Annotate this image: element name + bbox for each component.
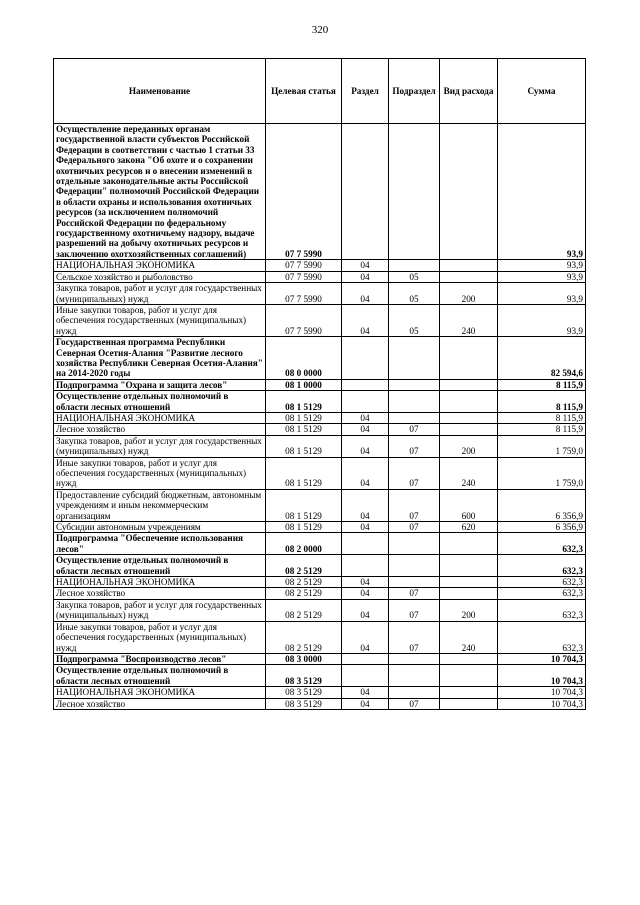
row-article: 08 3 0000 <box>266 653 342 664</box>
row-section: 04 <box>342 588 389 599</box>
row-subsection <box>389 687 440 698</box>
table-row <box>54 124 586 260</box>
row-name: Предоставление субсидий бюджетным, автономным учреждениям и иным некоммерческим организациям <box>54 489 266 521</box>
row-sum: 8 115,9 <box>498 424 586 435</box>
row-sum: 10 704,3 <box>498 687 586 698</box>
row-article: 08 1 5129 <box>266 424 342 435</box>
table-row <box>54 588 586 599</box>
row-section: 04 <box>342 283 389 305</box>
row-section: 04 <box>342 489 389 521</box>
row-subsection <box>389 337 440 380</box>
row-expense-type: 200 <box>440 435 498 457</box>
row-name: Закупка товаров, работ и услуг для государственных (муниципальных) нужд <box>54 599 266 621</box>
row-article: 08 2 0000 <box>266 533 342 555</box>
table-row <box>54 260 586 271</box>
row-name: Лесное хозяйство <box>54 698 266 709</box>
table-row <box>54 412 586 423</box>
row-section <box>342 391 389 413</box>
row-subsection <box>389 577 440 588</box>
row-expense-type: 200 <box>440 599 498 621</box>
table-header-row <box>54 59 586 124</box>
row-subsection: 07 <box>389 457 440 489</box>
row-section <box>342 533 389 555</box>
row-section: 04 <box>342 271 389 282</box>
row-subsection: 07 <box>389 698 440 709</box>
row-section <box>342 379 389 390</box>
row-subsection: 07 <box>389 522 440 533</box>
row-expense-type <box>440 653 498 664</box>
row-sum: 632,3 <box>498 577 586 588</box>
table-row <box>54 621 586 653</box>
row-article: 08 2 5129 <box>266 555 342 577</box>
col-header-section: Раздел <box>342 59 389 124</box>
table-row <box>54 304 586 336</box>
row-sum: 632,3 <box>498 599 586 621</box>
row-subsection: 05 <box>389 283 440 305</box>
table-row <box>54 337 586 380</box>
row-subsection: 07 <box>389 424 440 435</box>
row-sum: 632,3 <box>498 588 586 599</box>
row-name: Иные закупки товаров, работ и услуг для обеспечения государственных (муниципальных) нужд <box>54 457 266 489</box>
row-name: Подпрограмма "Воспроизводство лесов" <box>54 653 266 664</box>
row-name: Государственная программа Республики Северная Осетия-Алания "Развитие лесного хозяйства Республики Северная Осетия-Алания" на 2014-2020 годы <box>54 337 266 380</box>
row-sum: 1 759,0 <box>498 457 586 489</box>
row-article: 07 7 5990 <box>266 283 342 305</box>
row-expense-type <box>440 533 498 555</box>
row-section: 04 <box>342 435 389 457</box>
row-section: 04 <box>342 577 389 588</box>
row-expense-type <box>440 391 498 413</box>
row-article: 08 1 0000 <box>266 379 342 390</box>
row-article: 08 3 5129 <box>266 665 342 687</box>
row-name: Закупка товаров, работ и услуг для государственных (муниципальных) нужд <box>54 435 266 457</box>
row-section: 04 <box>342 522 389 533</box>
row-article: 08 3 5129 <box>266 698 342 709</box>
row-subsection: 07 <box>389 435 440 457</box>
row-section: 04 <box>342 599 389 621</box>
row-sum: 10 704,3 <box>498 698 586 709</box>
row-subsection: 07 <box>389 588 440 599</box>
row-subsection <box>389 533 440 555</box>
row-subsection <box>389 260 440 271</box>
row-name: Осуществление переданных органам государственной власти субъектов Российской Федерации в соответствии с частью 1 статьи 33 Федерального закона "Об охоте и о сохранении охотничьих ресурсов и о внесении изменений в отдельные законодательные акты Российской Федерации" полномочий Российской Федерации в области охраны и использования охотничьих ресурсов (за исключением полномочий Российской Федерации по федеральному государственному охотничьему надзору, выдаче разрешений на добычу охотничьих ресурсов и заключению охотхозяйственных соглашений) <box>54 124 266 260</box>
row-expense-type <box>440 698 498 709</box>
row-article: 07 7 5990 <box>266 271 342 282</box>
row-expense-type: 600 <box>440 489 498 521</box>
row-subsection <box>389 412 440 423</box>
table-row <box>54 522 586 533</box>
page-number: 320 <box>311 24 329 36</box>
row-sum: 93,9 <box>498 124 586 260</box>
row-section: 04 <box>342 412 389 423</box>
row-section <box>342 665 389 687</box>
row-expense-type <box>440 271 498 282</box>
row-name: НАЦИОНАЛЬНАЯ ЭКОНОМИКА <box>54 577 266 588</box>
table-row <box>54 533 586 555</box>
table-row <box>54 698 586 709</box>
row-name: Лесное хозяйство <box>54 424 266 435</box>
row-section: 04 <box>342 621 389 653</box>
row-section <box>342 653 389 664</box>
table-row <box>54 599 586 621</box>
row-section: 04 <box>342 698 389 709</box>
row-expense-type <box>440 337 498 380</box>
row-article: 08 2 5129 <box>266 577 342 588</box>
row-name: Закупка товаров, работ и услуг для государственных (муниципальных) нужд <box>54 283 266 305</box>
row-sum: 93,9 <box>498 304 586 336</box>
row-article: 08 1 5129 <box>266 435 342 457</box>
table-row <box>54 283 586 305</box>
row-sum: 93,9 <box>498 283 586 305</box>
row-expense-type <box>440 124 498 260</box>
col-header-article: Целевая статья <box>266 59 342 124</box>
table-row <box>54 687 586 698</box>
row-sum: 8 115,9 <box>498 391 586 413</box>
table-row <box>54 435 586 457</box>
row-name: НАЦИОНАЛЬНАЯ ЭКОНОМИКА <box>54 412 266 423</box>
row-name: Сельское хозяйство и рыболовство <box>54 271 266 282</box>
row-name: Иные закупки товаров, работ и услуг для обеспечения государственных (муниципальных) нужд <box>54 621 266 653</box>
row-subsection <box>389 379 440 390</box>
row-subsection <box>389 391 440 413</box>
row-expense-type <box>440 665 498 687</box>
row-name: Осуществление отдельных полномочий в области лесных отношений <box>54 665 266 687</box>
budget-table <box>53 58 586 710</box>
row-section <box>342 555 389 577</box>
table-row <box>54 653 586 664</box>
row-expense-type: 240 <box>440 304 498 336</box>
row-subsection: 05 <box>389 304 440 336</box>
row-subsection: 07 <box>389 599 440 621</box>
row-name: Иные закупки товаров, работ и услуг для обеспечения государственных (муниципальных) нужд <box>54 304 266 336</box>
row-article: 08 1 5129 <box>266 412 342 423</box>
row-name: Лесное хозяйство <box>54 588 266 599</box>
row-sum: 10 704,3 <box>498 653 586 664</box>
table-row <box>54 379 586 390</box>
row-section <box>342 124 389 260</box>
row-article: 08 1 5129 <box>266 457 342 489</box>
row-expense-type <box>440 379 498 390</box>
row-expense-type: 240 <box>440 457 498 489</box>
row-name: Подпрограмма "Обеспечение использования лесов" <box>54 533 266 555</box>
row-expense-type <box>440 412 498 423</box>
row-subsection <box>389 124 440 260</box>
row-name: НАЦИОНАЛЬНАЯ ЭКОНОМИКА <box>54 260 266 271</box>
row-article: 07 7 5990 <box>266 260 342 271</box>
row-section: 04 <box>342 304 389 336</box>
row-sum: 632,3 <box>498 533 586 555</box>
row-subsection <box>389 653 440 664</box>
row-sum: 8 115,9 <box>498 412 586 423</box>
row-section: 04 <box>342 260 389 271</box>
table-row <box>54 665 586 687</box>
row-subsection: 05 <box>389 271 440 282</box>
row-article: 08 1 5129 <box>266 522 342 533</box>
row-subsection: 07 <box>389 489 440 521</box>
row-article: 07 7 5990 <box>266 304 342 336</box>
row-expense-type <box>440 555 498 577</box>
row-sum: 82 594,6 <box>498 337 586 380</box>
row-section: 04 <box>342 687 389 698</box>
col-header-expense-type: Вид расхода <box>440 59 498 124</box>
row-expense-type <box>440 260 498 271</box>
row-article: 08 2 5129 <box>266 621 342 653</box>
row-sum: 632,3 <box>498 555 586 577</box>
row-sum: 6 356,9 <box>498 522 586 533</box>
row-expense-type <box>440 424 498 435</box>
row-sum: 93,9 <box>498 271 586 282</box>
row-sum: 93,9 <box>498 260 586 271</box>
row-sum: 1 759,0 <box>498 435 586 457</box>
row-expense-type: 240 <box>440 621 498 653</box>
row-sum: 10 704,3 <box>498 665 586 687</box>
row-expense-type <box>440 588 498 599</box>
row-section <box>342 337 389 380</box>
row-expense-type: 620 <box>440 522 498 533</box>
col-header-sum: Сумма <box>498 59 586 124</box>
row-sum: 632,3 <box>498 621 586 653</box>
row-section: 04 <box>342 457 389 489</box>
table-body <box>54 124 586 710</box>
table-row <box>54 424 586 435</box>
table-row <box>54 391 586 413</box>
row-article: 07 7 5990 <box>266 124 342 260</box>
row-sum: 8 115,9 <box>498 379 586 390</box>
table-row <box>54 457 586 489</box>
table-row <box>54 555 586 577</box>
row-article: 08 0 0000 <box>266 337 342 380</box>
col-header-subsection: Подраздел <box>389 59 440 124</box>
row-article: 08 2 5129 <box>266 588 342 599</box>
col-header-name: Наименование <box>54 59 266 124</box>
row-name: Субсидии автономным учреждениям <box>54 522 266 533</box>
row-article: 08 3 5129 <box>266 687 342 698</box>
row-subsection <box>389 555 440 577</box>
row-article: 08 1 5129 <box>266 489 342 521</box>
table-row <box>54 577 586 588</box>
row-expense-type: 200 <box>440 283 498 305</box>
table-row <box>54 489 586 521</box>
row-expense-type <box>440 687 498 698</box>
row-name: Осуществление отдельных полномочий в области лесных отношений <box>54 555 266 577</box>
row-name: НАЦИОНАЛЬНАЯ ЭКОНОМИКА <box>54 687 266 698</box>
row-subsection <box>389 665 440 687</box>
row-name: Подпрограмма "Охрана и защита лесов" <box>54 379 266 390</box>
row-name: Осуществление отдельных полномочий в области лесных отношений <box>54 391 266 413</box>
row-subsection: 07 <box>389 621 440 653</box>
row-article: 08 1 5129 <box>266 391 342 413</box>
row-sum: 6 356,9 <box>498 489 586 521</box>
table-row <box>54 271 586 282</box>
row-section: 04 <box>342 424 389 435</box>
row-article: 08 2 5129 <box>266 599 342 621</box>
row-expense-type <box>440 577 498 588</box>
